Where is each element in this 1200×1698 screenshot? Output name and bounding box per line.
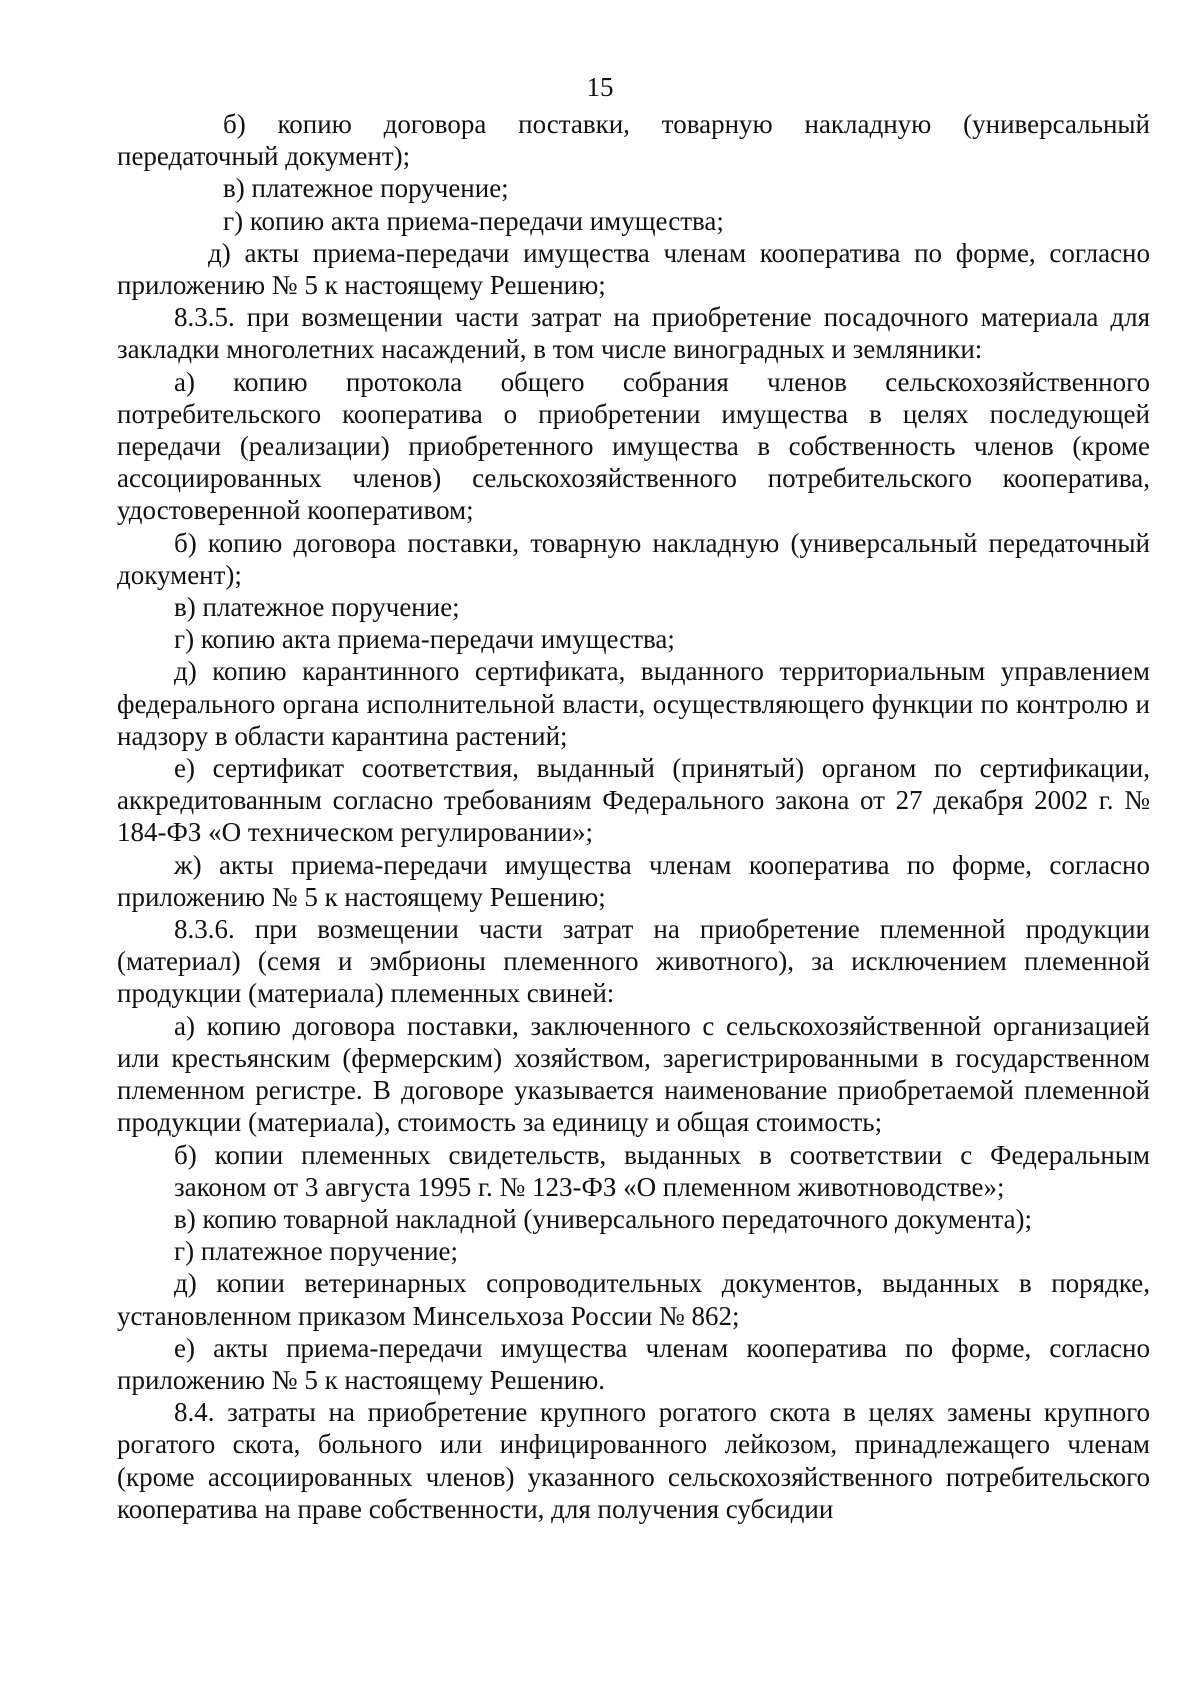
paragraph-8-3-5-e: е) сертификат соответствия, выданный (принятый) органом по сертификации, аккредитованным согласно требованиям Федерального закона от 27 декабря 2002 г. № 184-ФЗ «О техническом регулировании»;	[117, 753, 1150, 848]
paragraph-8-3-4-v: в) платежное поручение;	[223, 173, 509, 204]
paragraph-8-3-5-zh: ж) акты приема-передачи имущества членам кооператива по форме, согласно приложению № 5 к настоящему Решению;	[117, 849, 1150, 912]
paragraph-8-3-5: 8.3.5. при возмещении части затрат на приобретение посадочного материала для закладки многолетних насаждений, в том числе виноградных и земляники:	[117, 302, 1150, 365]
paragraph-8-3-6-b: б) копии племенных свидетельств, выданных в соответствии с Федеральным законом от 3 августа 1995 г. № 123-ФЗ «О племенном животноводстве»;	[174, 1139, 1150, 1202]
paragraph-8-3-5-a: а) копию протокола общего собрания членов сельскохозяйственного потребительского кооператива о приобретении имущества в целях последующей передачи (реализации) приобретенного имущества в собственность членов (кроме ассоциированных членов) сельскохозяйственного потребительского кооператива, удостоверенной кооперативом;	[117, 366, 1150, 526]
paragraph-8-3-5-v: в) платежное поручение;	[174, 592, 460, 623]
paragraph-8-3-5-b: б) копию договора поставки, товарную накладную (универсальный передаточный документ);	[117, 527, 1150, 590]
paragraph-8-3-6-d: д) копии ветеринарных сопроводительных документов, выданных в порядке, установленном приказом Минсельхоза России № 862;	[117, 1268, 1150, 1331]
paragraph-8-3-6-v: в) копию товарной накладной (универсального передаточного документа);	[174, 1203, 1033, 1234]
paragraph-8-4: 8.4. затраты на приобретение крупного рогатого скота в целях замены крупного рогатого скота, больного или инфицированного лейкозом, принадлежащего членам (кроме ассоциированных членов) указанного сельскохозяйственного потребительского кооператива на праве собственности, для получения субсидии	[117, 1397, 1150, 1524]
paragraph-8-3-6-a: а) копию договора поставки, заключенного с сельскохозяйственной организацией или крестьянским (фермерским) хозяйством, зарегистрированными в государственном племенном регистре. В договоре указывается наименование приобретаемой племенной продукции (материала), стоимость за единицу и общая стоимость;	[117, 1010, 1150, 1138]
paragraph-8-3-6-g: г) платежное поручение;	[174, 1236, 459, 1267]
paragraph-8-3-4-d: д) акты приема-передачи имущества членам кооператива по форме, согласно приложению № 5 к настоящему Решению;	[117, 237, 1150, 301]
page-number: 15	[586, 72, 614, 102]
paragraph-8-3-4-b: б) копию договора поставки, товарную накладную (универсальный передаточный документ);	[117, 109, 1150, 172]
paragraph-8-3-6-e: е) акты приема-передачи имущества членам кооператива по форме, согласно приложению № 5 к настоящему Решению.	[117, 1332, 1150, 1395]
paragraph-8-3-6: 8.3.6. при возмещении части затрат на приобретение племенной продукции (материал) (семя и эмбрионы племенного животного), за исключением племенной продукции (материала) племенных свиней:	[117, 914, 1150, 1009]
document-body	[117, 108, 1150, 1525]
paragraph-8-3-5-g: г) копию акта приема-передачи имущества;	[174, 624, 675, 655]
paragraph-8-3-4-g: г) копию акта приема-передачи имущества;	[223, 205, 724, 236]
paragraph-8-3-5-d: д) копию карантинного сертификата, выданного территориальным управлением федерального органа исполнительной власти, осуществляющего функции по контролю и надзору в области карантина растений;	[117, 656, 1150, 751]
